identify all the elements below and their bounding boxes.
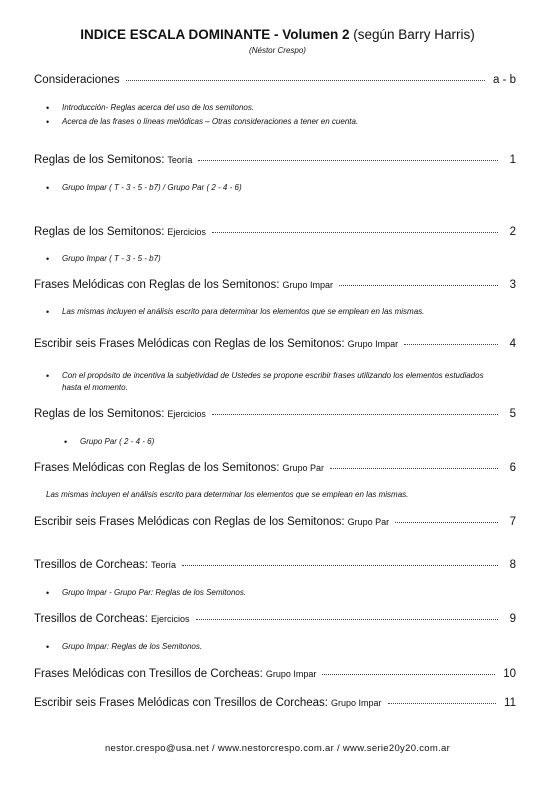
bullet-item: • Grupo Impar - Grupo Par: Reglas de los Semitonos. bbox=[62, 587, 512, 599]
toc-entry-subtitle: Grupo Par bbox=[347, 517, 390, 527]
toc-entry-title: Escribir seis Frases Melódicas con Tresillos de Corcheas: bbox=[34, 697, 328, 709]
toc-entry bbox=[34, 697, 516, 709]
title-suffix: (según Barry Harris) bbox=[353, 27, 475, 42]
toc-page-number: 4 bbox=[509, 338, 516, 350]
toc-entry-subtitle: Ejercicios bbox=[150, 614, 190, 624]
toc-leader bbox=[212, 231, 498, 233]
page-title bbox=[0, 27, 555, 42]
toc-entry bbox=[34, 668, 516, 680]
toc-entry-title: Reglas de los Semitonos: bbox=[34, 408, 165, 420]
bullet-item: • Con el propósito de incentiva la subjetividad de Ustedes se propone escribir frases utilizando los elementos estudiados hasta el momento. bbox=[62, 370, 492, 394]
toc-page-number: a - b bbox=[492, 74, 516, 86]
toc-entry-subtitle: Grupo Impar bbox=[265, 669, 317, 679]
toc-entry-title: Frases Melódicas con Tresillos de Corcheas: bbox=[34, 668, 263, 680]
toc-entry bbox=[34, 408, 516, 420]
toc-page-number: 5 bbox=[509, 408, 516, 420]
bullet-item: • Grupo Impar ( T - 3 - 5 - b7) bbox=[62, 253, 512, 265]
bullet-item: • Introducción- Reglas acerca del uso de los semitonos. bbox=[62, 102, 512, 114]
toc-leader bbox=[339, 284, 498, 286]
toc-page-number: 3 bbox=[509, 279, 516, 291]
toc-entry-title: Consideraciones bbox=[34, 74, 120, 86]
bullet-item: • Grupo Impar ( T - 3 - 5 - b7) / Grupo Par ( 2 - 4 - 6) bbox=[62, 182, 512, 194]
toc-leader bbox=[395, 521, 498, 523]
toc-entry bbox=[34, 462, 516, 474]
toc-entry-title: Reglas de los Semitonos: bbox=[34, 154, 165, 166]
toc-entry-subtitle: Ejercicios bbox=[167, 227, 206, 237]
toc-entry-title: Tresillos de Corcheas: bbox=[34, 613, 148, 625]
author-line: (Néstor Crespo) bbox=[249, 46, 306, 55]
bullet-item: • Acerca de las frases o líneas melódicas – Otras consideraciones a tener en cuenta. bbox=[62, 116, 512, 128]
toc-entry-title: Reglas de los Semitonos: bbox=[34, 226, 165, 238]
toc-entry bbox=[34, 154, 516, 166]
toc-leader bbox=[404, 343, 498, 345]
toc-entry bbox=[34, 613, 516, 625]
toc-page-number: 7 bbox=[509, 516, 516, 528]
toc-entry bbox=[34, 559, 516, 571]
toc-entry-subtitle: Grupo Impar bbox=[347, 339, 399, 349]
toc-leader bbox=[196, 618, 499, 620]
toc-entry bbox=[34, 226, 516, 238]
toc-entry bbox=[34, 338, 516, 350]
toc-entry-subtitle: Grupo Par bbox=[282, 463, 324, 473]
bullet-item: • Grupo Impar: Reglas de los Semitonos. bbox=[62, 641, 512, 653]
toc-entry-title: Frases Melódicas con Reglas de los Semitonos: bbox=[34, 462, 280, 474]
toc-leader bbox=[212, 413, 498, 415]
toc-entry-subtitle: Grupo Impar bbox=[331, 698, 382, 708]
toc-page-number: 2 bbox=[509, 226, 516, 238]
toc-entry-title: Escribir seis Frases Melódicas con Reglas de los Semitonos: bbox=[34, 516, 345, 528]
title-volume: Volumen 2 bbox=[282, 27, 350, 42]
note-text: Las mismas incluyen el análisis escrito para determinar los elementos que se emplean en las mismas. bbox=[46, 490, 409, 499]
toc-page-number: 8 bbox=[509, 559, 516, 571]
toc-page-number: 11 bbox=[504, 697, 516, 709]
toc-page-number: 10 bbox=[503, 668, 516, 680]
toc-leader bbox=[126, 79, 485, 81]
toc-entry-title: Tresillos de Corcheas: bbox=[34, 559, 148, 571]
toc-entry-title: Escribir seis Frases Melódicas con Reglas de los Semitonos: bbox=[34, 338, 345, 350]
toc-entry-subtitle: Teoría bbox=[167, 155, 193, 165]
toc-leader bbox=[330, 467, 498, 469]
bullet-item: • Las mismas incluyen el análisis escrito para determinar los elementos que se emplean en las mismas. bbox=[62, 306, 512, 318]
toc-leader bbox=[182, 564, 498, 566]
toc-entry bbox=[34, 279, 516, 291]
toc-leader bbox=[388, 702, 497, 704]
toc-entry-consideraciones bbox=[34, 74, 516, 86]
toc-entry bbox=[34, 516, 516, 528]
toc-entry-title: Frases Melódicas con Reglas de los Semitonos: bbox=[34, 279, 280, 291]
toc-entry-subtitle: Teoría bbox=[150, 560, 176, 570]
toc-leader bbox=[198, 159, 498, 161]
footer-contact: nestor.crespo@usa.net / www.nestorcrespo.com.ar / www.serie20y20.com.ar bbox=[104, 743, 451, 754]
toc-entry-subtitle: Ejercicios bbox=[167, 409, 206, 419]
title-main: INDICE ESCALA DOMINANTE - bbox=[80, 27, 279, 42]
toc-page-number: 6 bbox=[509, 462, 516, 474]
toc-entry-subtitle: Grupo Impar bbox=[282, 280, 333, 290]
toc-page-number: 9 bbox=[509, 613, 516, 625]
toc-page-number: 1 bbox=[509, 154, 516, 166]
bullet-item: • Grupo Par ( 2 - 4 - 6) bbox=[80, 436, 530, 448]
toc-leader bbox=[322, 673, 495, 675]
